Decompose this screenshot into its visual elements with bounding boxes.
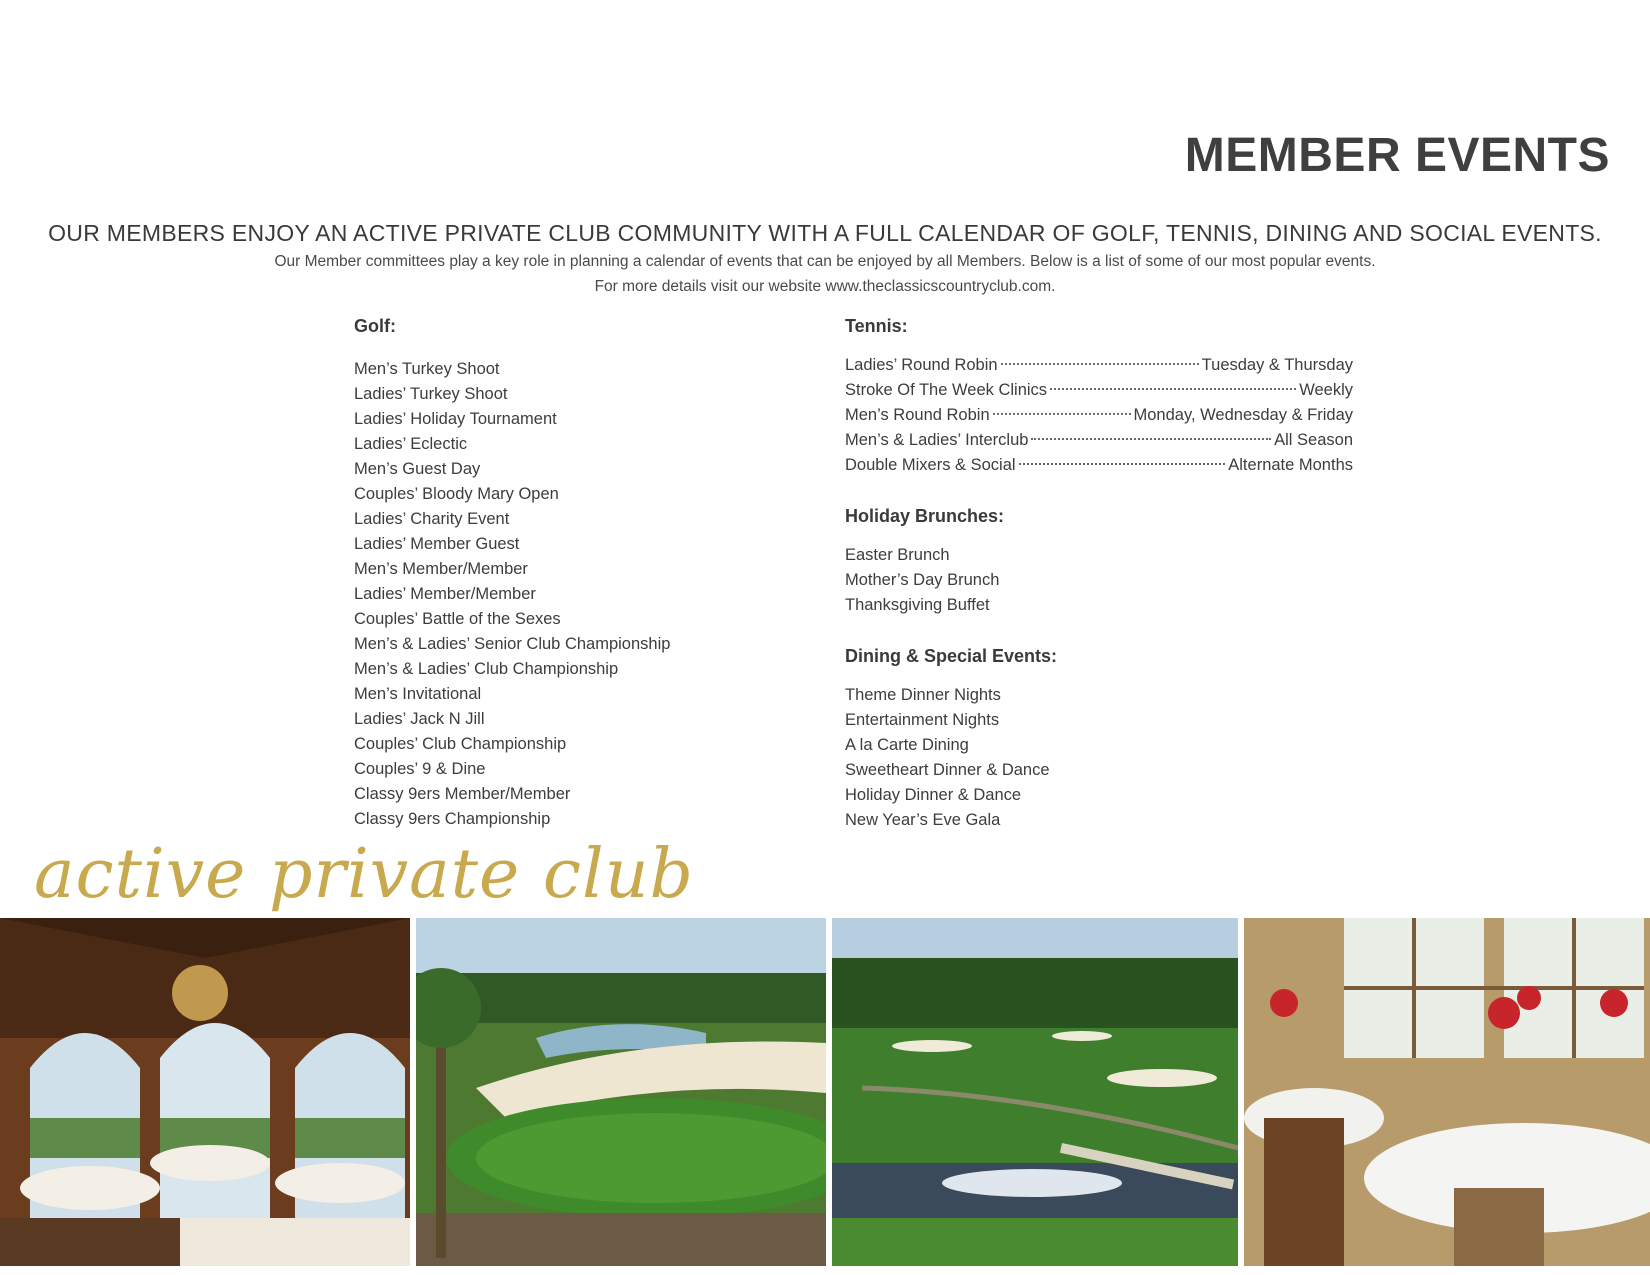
brunches-section	[845, 506, 1355, 618]
tennis-item	[845, 353, 1353, 378]
dot-leader	[1031, 438, 1271, 440]
dot-leader	[1001, 363, 1199, 365]
list-item: New Year’s Eve Gala	[845, 811, 1001, 829]
tennis-heading: Tennis:	[845, 316, 908, 336]
tennis-item	[845, 378, 1353, 403]
dot-leader	[1050, 388, 1296, 390]
list-item: Couples’ Battle of the Sexes	[354, 610, 561, 628]
dining-room-photo	[0, 918, 410, 1266]
dining-section	[845, 646, 1355, 833]
list-item: Sweetheart Dinner & Dance	[845, 761, 1050, 779]
list-item: Ladies’ Turkey Shoot	[354, 385, 508, 403]
tennis-section	[845, 316, 1355, 478]
list-item: Ladies’ Charity Event	[354, 510, 510, 528]
tennis-item	[845, 453, 1353, 478]
tennis-event-name: Ladies’ Round Robin	[845, 356, 998, 374]
golf-green-photo	[416, 918, 826, 1266]
list-item: Men’s Turkey Shoot	[354, 360, 500, 378]
tennis-list	[845, 353, 1355, 478]
dot-leader	[993, 413, 1131, 415]
list-item: Couples’ Club Championship	[354, 735, 567, 753]
intro-line-1: Our Member committees play a key role in planning a calendar of events that can be enjoyed by all Members. Below is a list of some of our most popular events.	[274, 253, 1376, 270]
list-item: Ladies’ Eclectic	[354, 435, 468, 453]
script-banner-text: active private club	[34, 835, 695, 914]
list-item: Ladies’ Holiday Tournament	[354, 410, 557, 428]
list-item: Couples’ Bloody Mary Open	[354, 485, 559, 503]
list-item: Theme Dinner Nights	[845, 686, 1001, 704]
intro-line-2: For more details visit our website www.theclassicscountryclub.com.	[594, 278, 1056, 295]
golf-course-photo	[832, 918, 1238, 1266]
list-item: Ladies’ Member Guest	[354, 535, 520, 553]
brunches-list	[845, 543, 1355, 618]
tennis-event-name: Men’s & Ladies’ Interclub	[845, 431, 1029, 449]
tennis-event-schedule: Tuesday & Thursday	[1201, 356, 1353, 374]
list-item: Classy 9ers Championship	[354, 810, 551, 828]
list-item: Entertainment Nights	[845, 711, 1000, 729]
list-item: Men’s Invitational	[354, 685, 482, 703]
list-item: Men’s Guest Day	[354, 460, 481, 478]
list-item: Holiday Dinner & Dance	[845, 786, 1022, 804]
golf-section	[354, 316, 774, 832]
list-item: Ladies’ Member/Member	[354, 585, 536, 603]
dining-heading: Dining & Special Events:	[845, 646, 1058, 666]
list-item: Ladies’ Jack N Jill	[354, 710, 485, 728]
tennis-event-name: Men’s Round Robin	[845, 406, 990, 424]
dining-list	[845, 683, 1355, 833]
right-column	[845, 316, 1355, 861]
tennis-item	[845, 428, 1353, 453]
page-title: MEMBER EVENTS	[1184, 129, 1610, 182]
tennis-event-schedule: Monday, Wednesday & Friday	[1133, 406, 1353, 424]
banquet-room-photo	[1244, 918, 1650, 1266]
tennis-event-name: Stroke Of The Week Clinics	[845, 381, 1048, 399]
tennis-event-schedule: Alternate Months	[1228, 456, 1353, 474]
list-item: Classy 9ers Member/Member	[354, 785, 571, 803]
dot-leader	[1019, 463, 1226, 465]
list-item: Easter Brunch	[845, 546, 950, 564]
list-item: Thanksgiving Buffet	[845, 596, 990, 614]
list-item: Couples’ 9 & Dine	[354, 760, 486, 778]
golf-list	[354, 357, 774, 832]
tennis-event-name: Double Mixers & Social	[845, 456, 1016, 474]
intro-text	[0, 249, 1650, 299]
tennis-event-schedule: All Season	[1274, 431, 1353, 449]
tagline: OUR MEMBERS ENJOY AN ACTIVE PRIVATE CLUB COMMUNITY WITH A FULL CALENDAR OF GOLF, TENNIS, DINING AND SOCIAL EVENTS.	[48, 220, 1602, 246]
list-item: A la Carte Dining	[845, 736, 969, 754]
list-item: Mother’s Day Brunch	[845, 571, 1000, 589]
golf-heading: Golf:	[354, 316, 396, 336]
tennis-event-schedule: Weekly	[1299, 381, 1353, 399]
brunches-heading: Holiday Brunches:	[845, 506, 1005, 526]
tennis-item	[845, 403, 1353, 428]
list-item: Men’s & Ladies’ Senior Club Championship	[354, 635, 671, 653]
list-item: Men’s & Ladies’ Club Championship	[354, 660, 619, 678]
list-item: Men’s Member/Member	[354, 560, 528, 578]
